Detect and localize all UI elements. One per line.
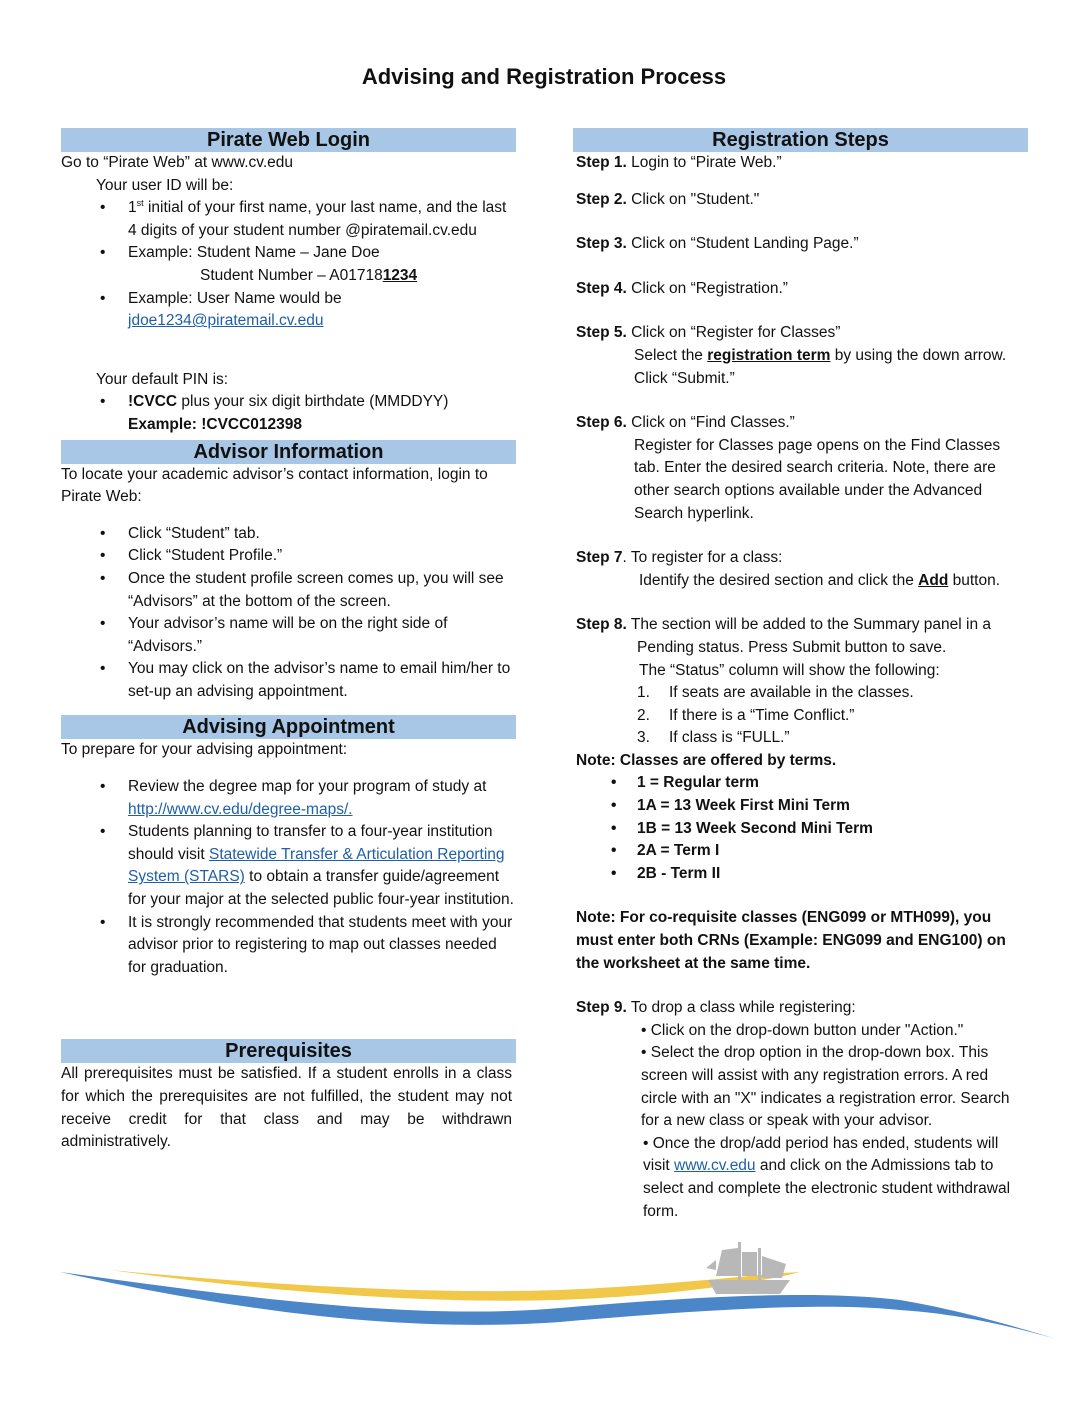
status-item bbox=[637, 727, 1028, 750]
term-item: • 1B = 13 Week Second Mini Term bbox=[637, 818, 1028, 841]
step-text: Click on "Student." bbox=[626, 190, 760, 208]
step-label: Step 6. bbox=[576, 414, 627, 432]
step-label: Step 3. bbox=[576, 235, 627, 253]
term-item: • 1A = 13 Week First Mini Term bbox=[637, 795, 1028, 818]
appointment-list bbox=[61, 776, 516, 979]
step-9-bullet: • Click on the drop-down button under "Action." bbox=[641, 1021, 964, 1039]
list-item: • Click “Student” tab. bbox=[128, 523, 516, 546]
pin-prefix: !CVCC bbox=[128, 393, 178, 411]
step-4 bbox=[573, 278, 1028, 301]
step-6 bbox=[573, 412, 1028, 435]
status-number: 3. bbox=[637, 729, 650, 747]
advisor-intro: To locate your academic advisor’s contact information, login to Pirate Web: bbox=[61, 465, 488, 506]
list-item: • Click “Student Profile.” bbox=[128, 545, 516, 568]
pin-label: Your default PIN is: bbox=[96, 370, 229, 388]
list-item: • Once the student profile screen comes up, you will see “Advisors” at the bottom of the screen. bbox=[128, 568, 516, 613]
student-number-last4: 1234 bbox=[382, 266, 418, 284]
login-intro: Go to “Pirate Web” at www.cv.edu bbox=[61, 154, 294, 171]
bullet-text: Students planning to transfer to a four-year institution should visit bbox=[128, 823, 493, 863]
stars-link[interactable]: Statewide Transfer & Articulation Reporting System (STARS) bbox=[128, 845, 505, 886]
step-9-bullet: • Select the drop option in the drop-down box. This screen will assist with any registration errors. A red circle with an "X" indicates a registration error. Search for a new class or speak with your advisor. bbox=[641, 1044, 1010, 1130]
pin-list bbox=[61, 391, 516, 436]
step-7 bbox=[573, 547, 1028, 570]
userid-label: Your user ID will be: bbox=[96, 176, 234, 194]
list-item bbox=[128, 288, 516, 333]
ship-logo-icon bbox=[706, 1242, 790, 1294]
status-text: If there is a “Time Conflict.” bbox=[669, 706, 855, 724]
login-list bbox=[61, 197, 516, 333]
superscript: st bbox=[136, 198, 144, 209]
terms-note: Note: Classes are offered by terms. bbox=[576, 751, 837, 769]
step-3 bbox=[573, 233, 1028, 256]
step-8-sub: Pending status. Press Submit button to save. bbox=[637, 638, 947, 656]
step-text: . To register for a class: bbox=[622, 549, 783, 567]
status-text: If seats are available in the classes. bbox=[669, 684, 914, 702]
status-number: 1. bbox=[637, 684, 650, 702]
prereq-text: All prerequisites must be satisfied. If a student enrolls in a class for which the prerequisites are not fulfilled, the student may not receive credit for that class and may be withdrawn administratively. bbox=[61, 1065, 512, 1151]
list-item: • You may click on the advisor’s name to email him/her to set-up an advising appointment. bbox=[128, 658, 516, 703]
advisor-list bbox=[61, 523, 516, 704]
step-7-sub bbox=[573, 570, 1028, 593]
email-example-link[interactable]: jdoe1234@piratemail.cv.edu bbox=[128, 312, 324, 330]
appointment-intro: To prepare for your advising appointment: bbox=[61, 741, 348, 759]
step-text: Click on “Registration.” bbox=[626, 279, 788, 297]
bullet-text: initial of your first name, your last name, and the last 4 digits of your student number @piratemail.cv.edu bbox=[128, 199, 507, 239]
list-item bbox=[128, 197, 516, 242]
step-text: and click on the Admissions tab to select and complete the electronic student withdrawal form. bbox=[643, 1157, 1011, 1220]
example-line: • Example: Student Name – Jane Doe bbox=[128, 244, 380, 262]
step-5-sub bbox=[573, 345, 1028, 368]
step-text: Click on “Student Landing Page.” bbox=[626, 235, 859, 253]
pin-example: Example: !CVCC012398 bbox=[128, 415, 303, 433]
list-item bbox=[128, 776, 516, 821]
student-number-prefix: Student Number – A01718 bbox=[200, 266, 383, 284]
step-label: Step 5. bbox=[576, 324, 627, 342]
coreq-note: Note: For co-requisite classes (ENG099 or MTH099), you must enter both CRNs (Example: ENG099 and ENG100) on the worksheet at the same time. bbox=[576, 909, 1006, 972]
step-9 bbox=[573, 997, 1028, 1020]
step-text: To drop a class while registering: bbox=[626, 999, 856, 1017]
bullet-text: • Review the degree map for your program of study at bbox=[128, 778, 487, 796]
right-column bbox=[573, 128, 1028, 1223]
section-heading-advisor-information: Advisor Information bbox=[61, 440, 516, 464]
step-text: Identify the desired section and click the bbox=[639, 571, 919, 589]
terms-list bbox=[573, 772, 1028, 885]
cv-edu-link[interactable]: www.cv.edu bbox=[674, 1157, 756, 1175]
section-heading-prerequisites: Prerequisites bbox=[61, 1039, 516, 1063]
add-emphasis: Add bbox=[918, 571, 949, 589]
bullet-text: 1 bbox=[128, 199, 137, 217]
list-item bbox=[128, 821, 516, 911]
term-item: • 1 = Regular term bbox=[637, 772, 1028, 795]
status-number: 2. bbox=[637, 706, 650, 724]
left-column bbox=[61, 128, 516, 1154]
step-text: Click on “Find Classes.” bbox=[626, 414, 795, 432]
section-heading-advising-appointment: Advising Appointment bbox=[61, 715, 516, 739]
step-label: Step 1. bbox=[576, 154, 627, 171]
list-item bbox=[128, 391, 516, 436]
step-5-sub: Click “Submit.” bbox=[634, 369, 735, 387]
step-text: • Once the drop/add period has ended, students will visit bbox=[643, 1134, 999, 1175]
status-list bbox=[573, 682, 1028, 750]
step-label: Step 9. bbox=[576, 999, 627, 1017]
degree-maps-link[interactable]: http://www.cv.edu/degree-maps/. bbox=[128, 800, 353, 818]
status-text: If class is “FULL.” bbox=[669, 729, 790, 747]
term-item: • 2B - Term II bbox=[637, 863, 1028, 886]
list-item: • Your advisor’s name will be on the right side of “Advisors.” bbox=[128, 613, 516, 658]
step-text: The section will be added to the Summary panel in a bbox=[626, 616, 992, 634]
step-2 bbox=[573, 189, 1028, 212]
registration-term-emphasis: registration term bbox=[707, 346, 831, 364]
step-label: Step 2. bbox=[576, 190, 627, 208]
example-line bbox=[128, 265, 516, 288]
bullet-text: to obtain a transfer guide/agreement for your major at the selected public four-year institution. bbox=[128, 868, 514, 909]
list-item: • It is strongly recommended that students meet with your advisor prior to registering to map out classes needed for graduation. bbox=[128, 912, 516, 980]
status-item bbox=[637, 705, 1028, 728]
section-heading-registration-steps: Registration Steps bbox=[573, 128, 1028, 152]
step-6-sub: Register for Classes page opens on the Find Classes tab. Enter the desired search criteria. Note, there are other search options available under the Advanced Search hyperlink. bbox=[634, 436, 1001, 522]
step-text: Login to “Pirate Web.” bbox=[626, 154, 782, 171]
step-text: Select the bbox=[634, 346, 708, 364]
step-label: Step 8. bbox=[576, 616, 627, 634]
step-1 bbox=[573, 152, 1028, 175]
page-title: Advising and Registration Process bbox=[361, 64, 727, 89]
step-label: Step 4. bbox=[576, 279, 627, 297]
pin-text: plus your six digit birthdate (MMDDYY) bbox=[177, 393, 449, 411]
step-label: Step 7 bbox=[576, 549, 623, 567]
step-text: Click on “Register for Classes” bbox=[626, 324, 841, 342]
step-text: button. bbox=[948, 571, 1001, 589]
section-heading-pirate-web-login: Pirate Web Login bbox=[61, 128, 516, 152]
step-8 bbox=[573, 614, 1028, 637]
list-item bbox=[128, 242, 516, 287]
term-item: • 2A = Term I bbox=[637, 840, 1028, 863]
wave-banner-icon bbox=[0, 1230, 1088, 1350]
step-9-bullet bbox=[573, 1133, 1028, 1223]
step-5 bbox=[573, 322, 1028, 345]
status-item bbox=[637, 682, 1028, 705]
step-text: by using the down arrow. bbox=[830, 346, 1007, 364]
example-line: • Example: User Name would be bbox=[128, 289, 342, 307]
step-8-sub: The “Status” column will show the following: bbox=[639, 661, 940, 679]
